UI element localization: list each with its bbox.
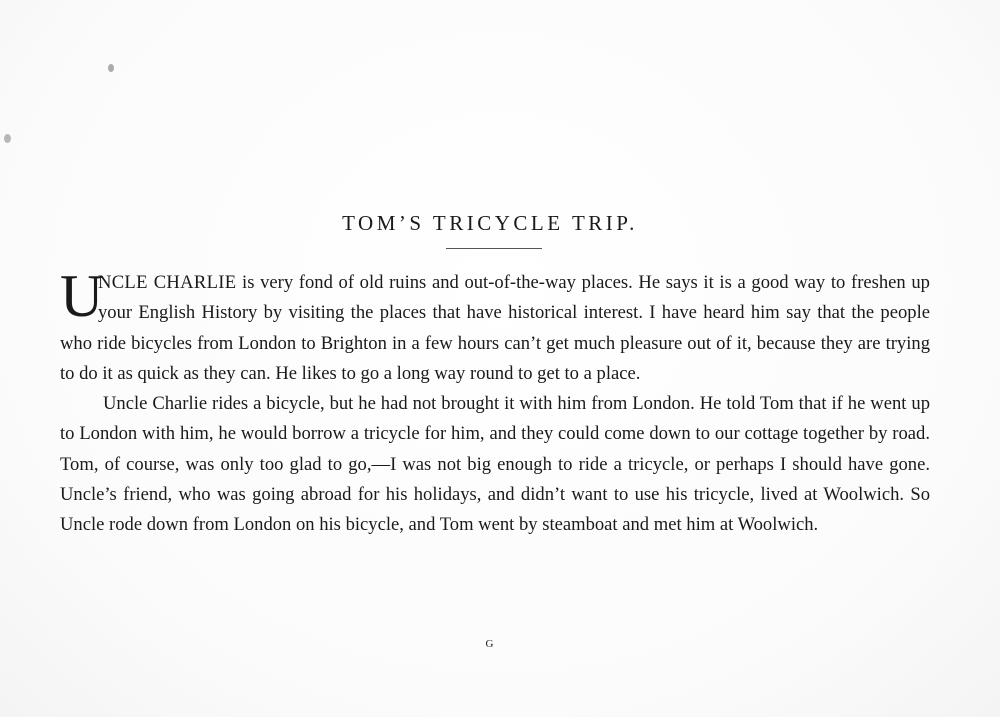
signature-mark: G — [485, 638, 495, 650]
paragraph-1-text: is very fond of old ruins and out-of-the-way places. He says it is a good way to freshen up your English History by visiting the places that have historical interest. I have heard him say that the people who ride bicycles from London to Brighton in a few hours can’t get much pleasure out of it, because they are trying to do it as quick as they can. He likes to go a long way round to get to a place. — [60, 272, 930, 384]
story-body — [60, 263, 930, 541]
drop-cap: U — [60, 263, 104, 329]
paragraph-2: Uncle Charlie rides a bicycle, but he had not brought it with him from London. He told Tom that if he went up to London with him, he would borrow a tricycle for him, and they could come down to our cottage together by road. Tom, of course, was only too glad to go,—I was not big enough to ride a tricycle, or perhaps I should have gone. Uncle’s friend, who was going abroad for his holidays, and didn’t want to use his tricycle, lived at Woolwich. So Uncle rode down from London on his bicycle, and Tom went by steamboat and met him at Woolwich. — [60, 393, 930, 536]
paper-speck — [108, 64, 114, 72]
paper-speck — [4, 134, 11, 143]
paragraph-1 — [60, 263, 930, 389]
opening-words: NCLE CHARLIE — [98, 272, 237, 293]
title-rule — [446, 248, 542, 249]
chapter-title: TOM’S TRICYCLE TRIP. — [342, 211, 638, 235]
